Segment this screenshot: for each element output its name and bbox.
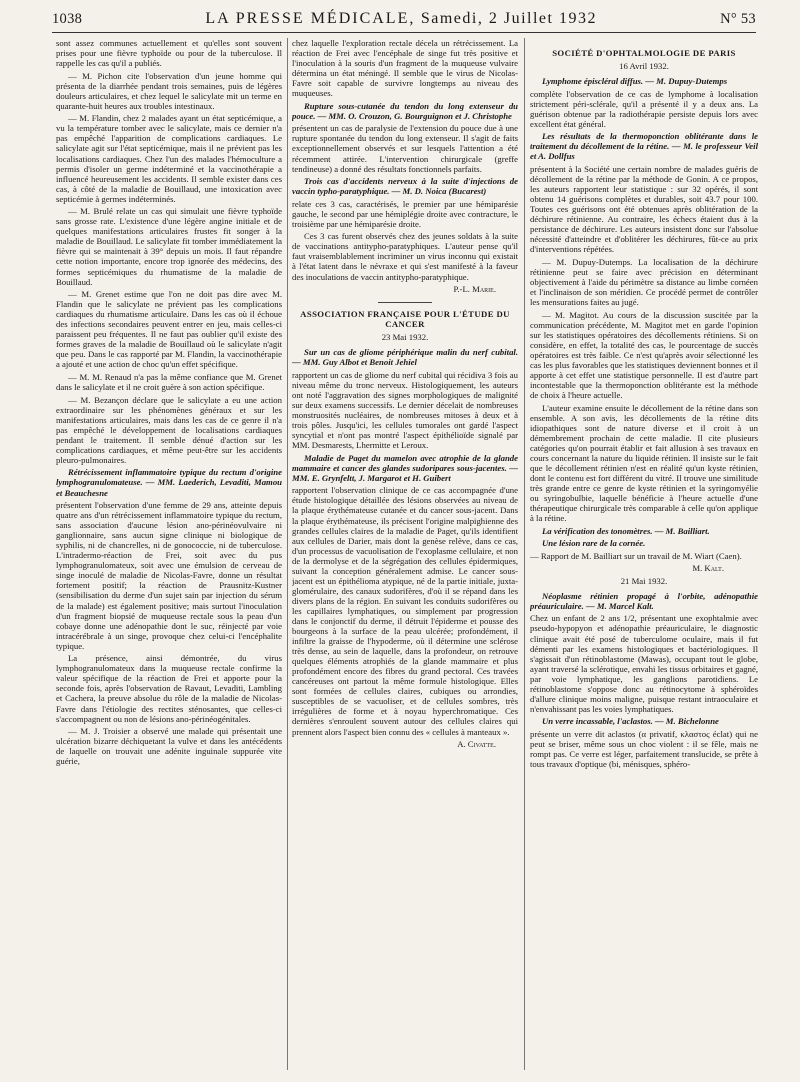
heading-authors: — M. Marcel Kalt. — [586, 600, 654, 611]
paragraph: — Rapport de M. Bailliart sur un travail de M. Wiart (Caen). — [530, 550, 742, 561]
heading-title: Rétrécissement inflammatoire typique du rectum d'origine lymphogranulomateuse. — [56, 467, 282, 488]
paragraph: — M. Grenet estime que l'on ne doit pas dire avec M. Flandin que le salicylate ne prévient pas les complications cardiaques du rhumatisme articulaire. Dans les cas où il échoue des infections secondaires peuvent entrer en jeu, mais celles-ci paraissent peu fréquentes. Il ne faut pas oublier qu'il existe des formes graves de la maladie de Bouillaud où le salicylate n'agit que peu. Dans le cas rapporté par M. Flandin, la vaccinothérapie a ajouté et une action de choc qu'un effet spécifique. — [56, 289, 282, 370]
paragraph: complète l'observation de ce cas de lymphome à localisation strictement péri-sclérale, qu'il a présenté il y a deux ans. La guérison obtenue par la radiothérapie persiste depuis lors avec excellent état général. — [530, 88, 758, 129]
article-heading — [530, 716, 758, 726]
column-divider — [524, 38, 525, 1070]
heading-title: La vérification des tonomètres. — [542, 525, 653, 536]
paragraph: — M. J. Troisier a observé une malade qui présentait une ulcération bizarre déchiquetant la vulve et dans les antécédents de laquelle on trouvait une adénite inguinale suppurée vite guérie, — [56, 726, 282, 767]
article-heading — [292, 176, 518, 196]
page-number: 1038 — [52, 11, 83, 27]
header-rule — [52, 32, 756, 33]
signature: M. Kalt. — [692, 563, 724, 574]
paragraph: présentent l'observation d'une femme de 29 ans, atteinte depuis quatre ans d'un rétrécissement inflammatoire typique du rectum, sans association d'aucune lésion ano-périnéovulvaire ni ganglionnaire, sans aucun signe clinique ni biologique de syphilis, ni de chancrelles, ni de gonococcie, ni de tuberculose. L'intradermo-réaction de Frei, soit avec du pus lymphogranulomateux, soit avec une émulsion de cerveau de singe inoculé de maladie de Nicolas-Favre, donne un résultat fortement positif; la réaction de Prausnitz-Kustner (sensibilisation du derme d'un sujet sain par injection du sérum de la malade) est également positive; mais surtout l'inoculation d'un fragment biopsié de muqueuse rectale sous la peau d'un cobaye donne une adénopathie dont le suc, réinjecté par voie intracérébrale à un singe, provoque chez celui-ci l'encéphalite typique. — [56, 500, 282, 651]
paragraph: — M. Magitot. Au cours de la discussion suscitée par la communication précédente, M. Magitot met en garde l'opinion sur les statistiques opératoires des décollements rétiniens. Si on considère, en effet, la totalité des cas, le pourcentage de succès opératoires est très faible. Ce n'est qu'après avoir sélectionné les cas les plus favorables que les statistiques deviennent bonnes et il apporte à cet effet une statistique personnelle. Il est d'autre part incontestable que la thermoponction oblitérante est la méthode de choix à l'heure actuelle. — [530, 309, 758, 400]
signature: P.-L. Marie. — [453, 284, 496, 295]
article-heading — [530, 131, 758, 161]
heading-title: Sur un cas de gliome périphérique malin du nerf cubital. — [304, 347, 518, 358]
paragraph: relate ces 3 cas, caractérisés, le premier par une hémiparésie gauche, le second par une hémiplégie droite avec contracture, le troisième par une hémiparésie droite. — [292, 198, 518, 229]
journal-name: LA PRESSE MÉDICALE, — [205, 10, 416, 27]
article-heading — [56, 467, 282, 497]
heading-title: Maladie de Paget du mamelon avec atrophie de la glande mammaire et cancer des glandes sudoripares sous-jacentes. — [292, 452, 518, 473]
issue-number: N° 53 — [720, 11, 756, 27]
article-heading — [292, 453, 518, 483]
heading-authors: — M. le professeur Veil et A. Dollfus — [530, 141, 758, 162]
heading-title: Trois cas d'accidents nerveux à la suite d'injections de vaccin typho-paratyphique. — [292, 176, 518, 197]
signature: A. Civatte. — [457, 739, 496, 750]
section-title: SOCIÉTÉ D'OPHTALMOLOGIE DE PARIS — [552, 48, 736, 58]
paragraph: chez laquelle l'exploration rectale décela un rétrécissement. La réaction de Frei avec l'encéphale de singe fut très positive et l'inoculation à la souris d'un fragment de la muqueuse vulvaire détermina un état méningé. Il semble que le virus de Nicolas-Favre soit capable de survivre longtemps au niveau des muqueuses. — [292, 38, 518, 99]
article-heading — [292, 347, 518, 367]
paragraph: Chez un enfant de 2 ans 1/2, présentant une exophtalmie avec pseudo-hypopyon et adénopathie préauriculaire, le diagnostic clinique avait été posé de tuberculome oculaire, mais il fut démenti par les examens histologiques et bactériologiques. Il s'agissait d'un rétinoblastome (Mawas), occupant tout le globe, ayant traversé la sclérotique, envahi les tissus orbitaires et gagné, par voie lymphatique, les ganglions parotidiens. Le rétinoblastome s'oppose donc au rétinocytome à sphéroïdes d'allure clinique moins maligne, puisque restant intraoculaire et n'envahissant pas les voies lymphatiques. — [530, 613, 758, 714]
heading-title: Rupture sous-cutanée du tendon du long extenseur du pouce. — [292, 100, 518, 121]
article-heading — [530, 526, 758, 536]
paragraph: rapportent l'observation clinique de ce cas accompagnée d'une étude histologique détaillée des lésions observées au niveau de la plaque érythémateuse cutanée et du cancer sous-jacent. Dans la plaque érythémateuse, ils précisent l'origine malpighienne des grandes cellules claires de la maladie de Paget, qu'ils identifient aux cellules de Darier, mais dont la genèse relève, dans ce cas, d'un processus de vacuolisation de l'exoplasme cellulaire, et non de la dermolyse et de la ségrégation des cellules épidermiques, suivant la conception généralement admise. Le cancer sous-jacent est un épithélioma atypique, né de la partie initiale, juxta-glomérulaire, des canaux sudorifères, d'où il se répand dans les divers plans de la région. En suivant les conduits sudorifères ou les capillaires lymphatiques, ou simplement par progression dans le conjonctif du derme, il détruit l'épiderme et pousse des bourgeons à la surface de la peau ulcérée; profondément, il infiltre la graisse de l'hypoderme, où il détermine une sclérose très dense, au sein de laquelle, dans la profondeur, on retrouve quelques éléments atrophiés de la glande mammaire et plus profondément encore des fibres du grand pectoral. Ces travées cancéreuses ont partout la même formule histologique. Elles sont formées de cellules claires, cubiques ou arrondies, susceptibles de se vacuoliser, et de cellules sombres, très irrégulières de forme et à noyau hyperchromatique. Ces dernières s'enroulent souvent autour des cellules claires qui prennent alors l'aspect bien connu des « cellules à manteaux ». — [292, 485, 518, 737]
heading-authors: — MM. E. Grynfeltt, J. Margarot et H. Guibert — [292, 462, 518, 483]
heading-authors: — M. Bichelonne — [654, 716, 719, 727]
heading-title: Néoplasme rétinien propagé à l'orbite, adénopathie préauriculaire. — [530, 590, 758, 611]
paragraph: — M. Pichon cite l'observation d'un jeune homme qui présenta de la diarrhée pendant trois semaines, puis de légères douleurs articulaires, et chez lequel le salicylate mit un terme en quarante-huit heures aux troubles intestinaux. — [56, 70, 282, 111]
article-heading — [530, 538, 758, 548]
paragraph: L'auteur examine ensuite le décollement de la rétine dans son ensemble. A son avis, les décollements de la rétine dits idiopathiques sont de nature diverse et il croit à un démembrement prochain de cette maladie. Il cite plusieurs catégories qu'on pourrait établir et fait allusion à ses travaux en cours concernant la nature du liquide rétinien. Il insiste sur le fait que le décollement rétinien n'est en réalité qu'un kyste rétinien, dont le contenu est fort différent du vitré. Il trouve une similitude très grande entre ce genre de kyste rétinien et la syringomyélie ou syringobulbie, laquelle bénéficie à l'heure actuelle d'une thérapeutique chirurgicale très comparable à celle qu'on applique à la rétine. — [530, 402, 758, 524]
paragraph: Ces 3 cas furent observés chez des jeunes soldats à la suite de vaccinations antitypho-paratyphiques. L'auteur pense qu'il faut vraisemblablement incriminer un virus inconnu qui existait à l'état latent dans le névraxe et qui s'est manifesté à la faveur des inoculations de vaccin antitypho-paratyphique. — [292, 231, 518, 282]
column-3 — [530, 38, 758, 1074]
heading-authors: — MM. Guy Albot et Benoit Jehiel — [292, 357, 417, 368]
heading-authors: — M. D. Noica (Bucarest) — [391, 186, 487, 197]
article-heading — [292, 101, 518, 121]
paragraph: rapportent un cas de gliome du nerf cubital qui récidiva 3 fois au niveau même du tronc nerveux. Histologiquement, les auteurs ont noté l'aggravation des signes morphologiques de malignité sur deux examens successifs. Le dernier décelait de nombreuses monstruosités nucléaires, de nombreuses mitoses à deux et à trois pôles. Jusqu'ici, les cellules tumorales ont gardé l'aspect syncytial et n'ont pas montré l'aspect épithélioïde signalé par MM. Desmarests, Lhermitte et Leroux. — [292, 369, 518, 451]
paragraph: — M. Flandin, chez 2 malades ayant un état septicémique, a vu la température tomber avec le salicylate, mais ce dernier n'a pas empêché l'apparition de complications cardiaques. Le salicylate agit sur l'état septicémique, mais il ne prévient pas les localisations cardiaques. Chez l'un des malades l'hémoculture a permis d'isoler un germe indéterminé et la vaccinothérapie a influencé heureusement les accidents. Il semble exister dans ces cas, à côté de la maladie de Bouillaud, une intoxication avec septicémie à germes indéterminés. — [56, 113, 282, 204]
column-1 — [56, 38, 282, 1074]
paragraph: présentent à la Société une certain nombre de malades guéris de décollement de la rétine par la méthode de Gonin. A ce propos, les auteurs rapportent leur statistique : sur 32 opérés, il sont obtenu 14 guérisons complètes et durables, soit 43.7 pour 100. Toutes ces guérisons ont été obtenues après oblitération de la déchirure rétinienne. Au contraire, les échecs étaient dus à la persistance de déchirure. Les auteurs insistent donc sur l'absolue nécessité d'atteindre et d'oblitérer les déchirures, fût-ce au prix d'interventions répétées. — [530, 163, 758, 255]
heading-title: Une lésion rare de la cornée. — [542, 538, 646, 549]
column-divider — [287, 38, 288, 1070]
issue-date: Samedi, 2 Juillet 1932 — [420, 10, 597, 27]
heading-title: Les résultats de la thermoponction oblitérante dans le traitement du décollement de la rétine. — [530, 131, 758, 152]
heading-title: Lymphome épiscléral diffus. — [542, 76, 644, 87]
paragraph: — M. Bezançon déclare que le salicylate a eu une action extraordinaire sur les phénomènes généraux et sur les manifestations articulaires, mais dans les cas de ce genre il n'a pas empêché le développement de localisations cardiaques pendant le traitement. Il semble dénué d'action sur les complications cardiaques, et même peut-être sur les accidents pleuro-pulmonaires. — [56, 394, 282, 465]
separator-rule — [378, 302, 432, 303]
paragraph: — M. Dupuy-Dutemps. La localisation de la déchirure rétinienne peut se faire avec précision en déterminant objectivement à l'aide du périmètre sa distance au limbe cornéen et l'inclinaison de son méridien. Ce procédé permet de contrôler les mensurations faites au jugé. — [530, 256, 758, 308]
session-date: 21 Mai 1932. — [620, 575, 668, 586]
session-date: 23 Mai 1932. — [381, 332, 429, 343]
session-date: 16 Avril 1932. — [619, 61, 669, 72]
paragraph: présente un verre dit aclastos (α privatif, κλαστος éclat) qui ne peut se briser, même sous un choc violent : il se fêle, mais ne rompt pas. Ce verre est léger, parfaitement translucide, se prête à tous travaux d'optique (bi, ménisques, sphéro- — [530, 728, 758, 770]
article-heading — [530, 591, 758, 611]
heading-authors: — MM. Laederich, Levaditi, Mamou et Beauchesne — [56, 477, 282, 498]
article-heading — [530, 76, 758, 86]
paragraph: La présence, ainsi démontrée, du virus lymphogranulomateux dans la muqueuse rectale confirme la valeur spécifique de la réaction de Frei et apporte pour la seconde fois, après l'observation de Ravaut, Levaditi, Lambling et Cachera, la preuve absolue du rôle de la maladie de Nicolas-Favre dans l'étiologie des rectites sténosantes, que celles-ci s'accompagnent ou non de lésions ano-périnéogénitales. — [56, 653, 282, 724]
paragraph: présentent un cas de paralysie de l'extension du pouce due à une rupture spontanée du tendon du long extenseur. Il s'agit de faits exceptionnellement observés et sur lesquels l'attention a été récemment attirée. L'intervention chirurgicale (greffe tendineuse) a donné des résultats fonctionnels parfaits. — [292, 123, 518, 174]
heading-authors: — MM. O. Crouzon, G. Bourguignon et J. Christophe — [317, 110, 512, 121]
journal-title — [205, 10, 597, 28]
paragraph: — M. M. Renaud n'a pas la même confiance que M. Grenet dans le salicylate et il ne croit guère à son action spécifique. — [56, 372, 282, 393]
page-header — [52, 10, 756, 34]
paragraph: sont assez communes actuellement et qu'elles sont souvent prises pour une fièvre typhoïde ou pour de la tuberculose. Il rappelle les cas qu'il a publiés. — [56, 38, 282, 69]
section-title: ASSOCIATION FRANÇAISE POUR L'ÉTUDE DU CANCER — [300, 309, 510, 330]
paragraph: — M. Brulé relate un cas qui simulait une fièvre typhoïde sans grosse rate. L'existence d'une légère angine initiale et de quelques manifestations articulaires frustes fit songer à la maladie de Bouillaud. Le salicylate fit tomber immédiatement la fièvre qui se maintenait à 39° depuis un mois. Il faut répandre cette notion importante, encore trop ignorée des médecins, des formes septicémiques du rhumatisme de la maladie de Bouillaud. — [56, 206, 282, 287]
heading-authors: — M. Bailliart. — [654, 525, 710, 536]
heading-authors: — M. Dupuy-Dutemps — [645, 76, 728, 87]
heading-title: Un verre incassable, l'aclastos. — [542, 716, 653, 727]
column-2 — [292, 38, 518, 1074]
